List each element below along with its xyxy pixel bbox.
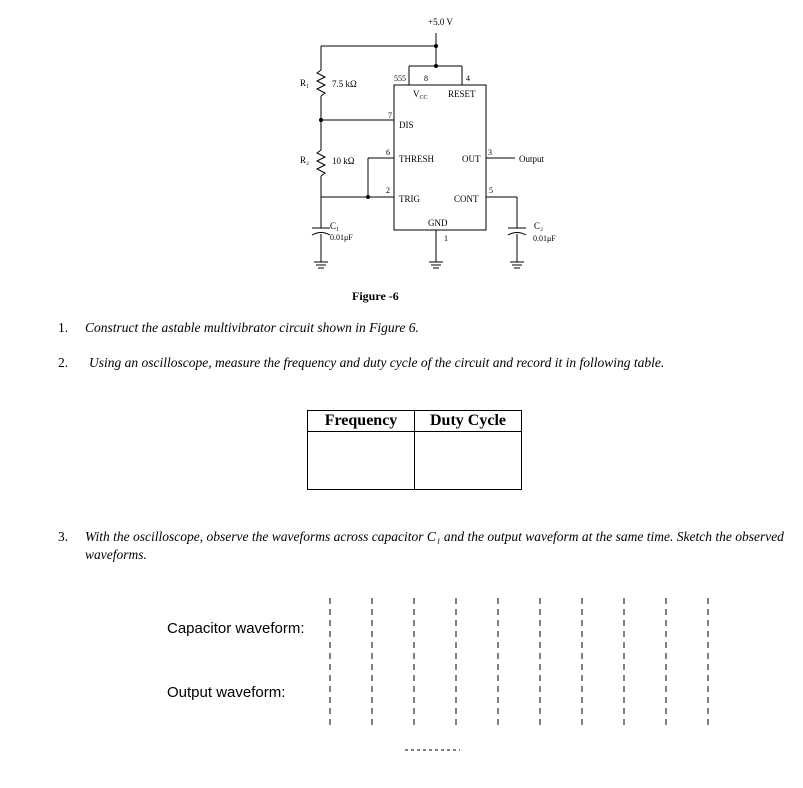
output-waveform-label: Output waveform: — [167, 684, 286, 701]
r1-label: R₁ — [300, 78, 310, 88]
reset-pin-label: RESET — [448, 89, 476, 99]
pin-8: 8 — [424, 74, 428, 83]
step-text: With the oscilloscope, observe the waveforms across capacitor C₁ and the output waveform at the same time. Sketch the observed waveforms. — [85, 529, 784, 562]
pin-4: 4 — [466, 74, 470, 83]
cont-pin-label: CONT — [454, 194, 479, 204]
trig-pin-label: TRIG — [399, 194, 420, 204]
r1-value: 7.5 kΩ — [332, 79, 357, 89]
vcc-pin-label: $V_{CC}$ — [413, 89, 428, 101]
r2-label: R₂ — [300, 155, 310, 165]
pin-5: 5 — [489, 186, 493, 195]
step-number: 1. — [58, 320, 69, 335]
supply-voltage-label: +5.0 V — [428, 17, 453, 27]
pin-7: 7 — [388, 111, 392, 120]
output-label: Output — [519, 154, 545, 164]
step-text: Using an oscilloscope, measure the frequency and duty cycle of the circuit and record it in following table. — [89, 355, 665, 370]
c1-value: 0.01μF — [330, 233, 353, 242]
ic-number: 555 — [394, 74, 406, 83]
figure-title: Figure -6 — [352, 289, 399, 303]
duty-cycle-header: Duty Cycle — [415, 411, 522, 432]
step-text: Construct the astable multivibrator circuit shown in Figure 6. — [85, 320, 419, 335]
pin-1: 1 — [444, 234, 448, 243]
step-number: 2. — [58, 355, 69, 370]
r2-value: 10 kΩ — [332, 156, 355, 166]
c1-label: C₁ — [330, 221, 340, 231]
pin-3: 3 — [488, 148, 492, 157]
c2-label: C₂ — [534, 221, 544, 231]
capacitor-waveform-label: Capacitor waveform: — [167, 620, 305, 637]
step-number: 3. — [58, 529, 69, 544]
c2-value: 0.01μF — [533, 234, 556, 243]
gnd-pin-label: GND — [428, 218, 448, 228]
out-pin-label: OUT — [462, 154, 481, 164]
thresh-pin-label: THRESH — [399, 154, 435, 164]
frequency-header: Frequency — [308, 411, 415, 432]
pin-2: 2 — [386, 186, 390, 195]
dis-pin-label: DIS — [399, 120, 414, 130]
pin-6: 6 — [386, 148, 390, 157]
